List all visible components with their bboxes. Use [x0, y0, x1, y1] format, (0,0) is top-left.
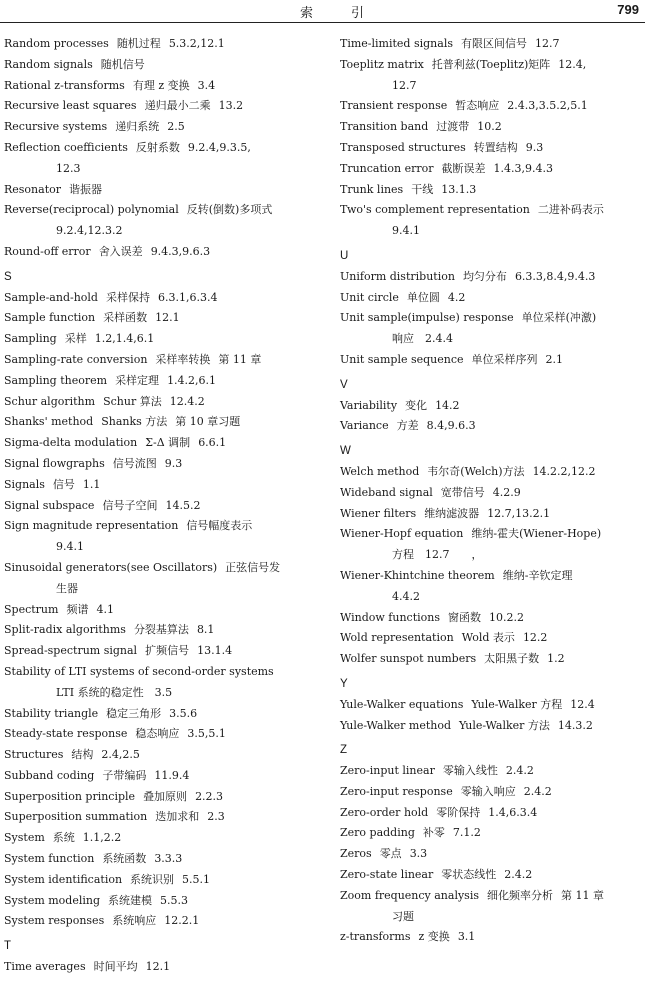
entry-section-refs: 9.4.3,9.6.3 [150, 244, 211, 258]
entry-section-refs: 9.3 [164, 456, 183, 470]
entry-chinese-term: 补零 [422, 826, 445, 840]
index-entry [340, 524, 642, 566]
entry-english-term: Signal subspace [4, 498, 95, 512]
entry-chinese-term: Shanks 方法 [101, 415, 168, 429]
index-entry [4, 662, 330, 704]
index-entry [340, 308, 642, 350]
index-entry [340, 628, 642, 649]
entry-english-term: Stability triangle [4, 706, 99, 720]
entry-english-term: Yule-Walker method [340, 718, 451, 732]
entry-english-term: Zero-input response [340, 784, 453, 798]
index-entry [340, 180, 642, 201]
entry-continuation: LTI 系统的稳定性 3.5 [56, 685, 173, 699]
entry-english-term: Wiener-Khintchine theorem [340, 568, 495, 582]
index-entry [4, 55, 330, 76]
entry-section-refs: 3.4 [197, 78, 216, 92]
index-entry [4, 957, 330, 978]
entry-english-term: Sampling-rate conversion [4, 352, 148, 366]
entry-continuation: 方程 12.7 ， [392, 548, 483, 562]
entry-english-term: Reflection coefficients [4, 140, 128, 154]
entry-english-term: Two's complement representation [340, 203, 530, 217]
entry-chinese-term: 韦尔奇(Welch)方法 [427, 464, 525, 478]
entry-chinese-term: 稳态响应 [135, 727, 180, 741]
entry-english-term: Sampling theorem [4, 373, 108, 387]
entry-chinese-term: 反转(倒数)多项式 [186, 203, 273, 217]
index-entry [340, 117, 642, 138]
index-entry [340, 159, 642, 180]
entry-chinese-term: 结构 [71, 748, 94, 762]
entry-continuation: 9.2.4,12.3.2 [56, 224, 123, 238]
entry-chinese-term: 窗函数 [447, 610, 481, 624]
entry-english-term: System modeling [4, 893, 101, 907]
entry-chinese-term: 变化 [405, 398, 428, 412]
index-entry [4, 516, 330, 558]
entry-chinese-term: 均匀分布 [462, 269, 507, 283]
entry-chinese-term: 过渡带 [436, 120, 470, 134]
entry-english-term: Transposed structures [340, 140, 466, 154]
entry-english-term: Transition band [340, 120, 429, 134]
entry-chinese-term: 信号幅度表示 [186, 519, 253, 533]
entry-section-refs: 2.4.2 [505, 764, 534, 778]
entry-chinese-term: 有限区间信号 [460, 37, 527, 50]
index-entry [4, 371, 330, 392]
entry-section-refs: 2.4.3,3.5.2,5.1 [507, 99, 588, 113]
entry-chinese-term: 采样率转换 [155, 352, 211, 366]
entry-english-term: Sigma-delta modulation [4, 436, 138, 450]
entry-section-refs: 2.3 [207, 810, 225, 824]
entry-section-refs: 4.2.9 [492, 485, 521, 499]
index-section-letter: U [340, 249, 349, 262]
entry-section-refs: 1.4,6.3.4 [488, 805, 538, 819]
entry-section-refs: 14.2.2,12.2 [532, 464, 596, 478]
entry-chinese-term: 系统 [52, 831, 75, 845]
entry-section-refs: 1.4.3,9.4.3 [493, 161, 554, 175]
index-entry [4, 117, 330, 138]
entry-section-refs: 14.5.2 [165, 498, 201, 512]
entry-section-refs: 第 11 章 [218, 352, 262, 366]
entry-section-refs: 1.1 [82, 477, 101, 491]
entry-chinese-term: 单位采样(冲激) [521, 311, 597, 325]
entry-english-term: Truncation error [340, 161, 434, 175]
entry-chinese-term: 零输入线性 [442, 764, 498, 778]
index-entry [4, 454, 330, 475]
entry-continuation: 响应 2.4.4 [392, 332, 453, 346]
entry-section-refs: 12.2.1 [164, 914, 200, 928]
index-entry [340, 823, 642, 844]
entry-chinese-term: 系统函数 [102, 852, 147, 866]
entry-section-refs: 第 10 章习题 [175, 415, 241, 429]
index-entry [340, 504, 642, 525]
index-entry [340, 267, 642, 288]
entry-chinese-term: 零阶保持 [436, 805, 481, 819]
entry-section-refs: 4.2 [447, 290, 466, 304]
entry-section-refs: 1.1,2.2 [82, 831, 122, 845]
entry-english-term: Steady-state response [4, 727, 128, 741]
entry-section-refs: 9.3 [525, 140, 544, 154]
index-section-letter: Y [340, 677, 348, 690]
entry-english-term: Unit sample sequence [340, 352, 464, 366]
entry-english-term: Shanks' method [4, 415, 94, 429]
entry-chinese-term: 零输入响应 [460, 784, 516, 798]
entry-section-refs: 6.6.1 [198, 436, 227, 450]
entry-section-refs: 12.7 [534, 37, 560, 50]
entry-english-term: System responses [4, 914, 105, 928]
index-entry [340, 34, 642, 55]
entry-section-refs: 13.1.4 [197, 644, 233, 658]
entry-english-term: Wolfer sunspot numbers [340, 652, 477, 666]
entry-english-term: System identification [4, 872, 123, 886]
entry-chinese-term: 递归系统 [115, 120, 160, 134]
entry-section-refs: 14.3.2 [557, 718, 593, 732]
entry-chinese-term: 随机信号 [100, 57, 145, 71]
entry-section-refs: 5.3.2,12.1 [168, 37, 225, 50]
entry-english-term: Signals [4, 477, 45, 491]
entry-chinese-term: 系统响应 [112, 914, 157, 928]
index-entry [4, 350, 330, 371]
entry-chinese-term: 谐振器 [69, 182, 103, 196]
entry-english-term: Welch method [340, 464, 420, 478]
entry-english-term: Unit sample(impulse) response [340, 311, 514, 325]
index-entry [4, 641, 330, 662]
entry-english-term: Round-off error [4, 244, 91, 258]
index-entry [4, 242, 330, 263]
entry-english-term: Trunk lines [340, 182, 404, 196]
entry-section-refs: 第 11 章 [561, 888, 604, 902]
entry-english-term: Yule-Walker equations [340, 697, 464, 711]
entry-chinese-term: 干线 [411, 182, 434, 196]
entry-section-refs: 5.5.3 [160, 893, 189, 907]
entry-section-refs: 12.7,13.2.1 [487, 506, 551, 520]
entry-chinese-term: 托普利兹(Toeplitz)矩阵 [431, 57, 551, 71]
entry-section-refs: 3.3.3 [154, 852, 183, 866]
entry-chinese-term: 子带编码 [102, 768, 147, 782]
entry-english-term: System [4, 831, 45, 845]
index-entry [340, 462, 642, 483]
entry-chinese-term: 零点 [379, 847, 402, 861]
entry-chinese-term: Yule-Walker 方法 [459, 718, 550, 732]
entry-chinese-term: 暂态响应 [455, 99, 500, 113]
entry-english-term: Schur algorithm [4, 394, 96, 408]
entry-english-term: Zoom frequency analysis [340, 888, 479, 902]
entry-section-refs: 8.4,9.6.3 [426, 419, 476, 433]
entry-chinese-term: 系统建模 [108, 893, 153, 907]
entry-section-refs: 13.1.3 [441, 182, 477, 196]
index-entry [4, 475, 330, 496]
entry-section-refs: 6.3.3,8.4,9.4.3 [514, 269, 596, 283]
index-entry [4, 288, 330, 309]
entry-chinese-term: 宽带信号 [440, 485, 485, 499]
entry-chinese-term: 方差 [396, 419, 419, 433]
entry-english-term: Zero-state linear [340, 868, 434, 882]
entry-chinese-term: 转置结构 [473, 140, 518, 154]
index-entry [4, 433, 330, 454]
entry-section-refs: 8.1 [196, 623, 215, 637]
entry-english-term: Wideband signal [340, 485, 433, 499]
entry-english-term: Variability [340, 398, 398, 412]
index-entry [340, 844, 642, 865]
entry-chinese-term: 二进补码表示 [537, 203, 604, 217]
entry-section-refs: 14.2 [435, 398, 460, 412]
entry-chinese-term: 反射系数 [135, 140, 180, 154]
entry-chinese-term: 频谱 [66, 602, 89, 616]
entry-continuation: 12.7 [392, 78, 417, 92]
entry-chinese-term: 迭加求和 [155, 810, 200, 824]
entry-english-term: Recursive least squares [4, 99, 137, 113]
entry-continuation: 12.3 [56, 161, 81, 175]
index-section-letter: T [4, 940, 12, 953]
entry-chinese-term: 细化频率分析 [487, 888, 553, 902]
entry-section-refs: 2.1 [545, 352, 564, 366]
entry-section-refs: 2.4.2 [523, 784, 552, 798]
entry-english-term: z-transforms [340, 930, 411, 944]
entry-english-term: Toeplitz matrix [340, 57, 424, 71]
index-entry [340, 649, 642, 670]
index-entry [4, 620, 330, 641]
index-entry [4, 870, 330, 891]
index-entry [4, 200, 330, 242]
entry-section-refs: 3.5.6 [169, 706, 198, 720]
index-section-letter: Z [340, 744, 348, 757]
header-title: 索引 [300, 6, 403, 21]
entry-english-term: Random signals [4, 57, 93, 71]
entry-continuation: 9.4.1 [56, 540, 84, 554]
entry-section-refs: 5.5.1 [182, 872, 211, 886]
index-entry [4, 787, 330, 808]
page-header [0, 0, 645, 23]
index-entry [340, 865, 642, 886]
index-entry [340, 927, 642, 948]
index-entry [340, 566, 642, 608]
index-entry [340, 396, 642, 417]
index-entry [340, 782, 642, 803]
entry-chinese-term: 时间平均 [93, 960, 138, 974]
index-entry [4, 76, 330, 97]
entry-english-term: Time-limited signals [340, 37, 453, 50]
index-entry [4, 849, 330, 870]
entry-chinese-term: 太阳黑子数 [484, 652, 540, 666]
index-column-left [4, 34, 330, 978]
entry-chinese-term: 随机过程 [116, 37, 161, 50]
index-entry [340, 416, 642, 437]
entry-english-term: Zero-order hold [340, 805, 429, 819]
index-entry [340, 483, 642, 504]
entry-english-term: Spread-spectrum signal [4, 644, 138, 658]
entry-section-refs: 6.3.1,6.3.4 [157, 290, 218, 304]
entry-chinese-term: 信号子空间 [102, 498, 158, 512]
entry-english-term: Recursive systems [4, 120, 108, 134]
index-entry [340, 55, 642, 97]
entry-continuation: 9.4.1 [392, 224, 420, 238]
entry-english-term: Transient response [340, 99, 448, 113]
entry-section-refs: 13.2 [218, 99, 244, 113]
entry-section-refs: 4.1 [96, 602, 114, 616]
entry-english-term: Signal flowgraphs [4, 456, 105, 470]
index-entry [4, 412, 330, 433]
index-section-letter: S [4, 270, 12, 283]
entry-english-term: Split-radix algorithms [4, 623, 126, 637]
entry-section-refs: 2.4.2 [504, 868, 533, 882]
entry-english-term: Sinusoidal generators(see Oscillators) [4, 560, 218, 574]
entry-chinese-term: 有理 z 变换 [132, 78, 190, 92]
entry-section-refs: 12.4 [570, 697, 595, 711]
index-entry [4, 911, 330, 932]
index-section-letter: W [340, 445, 351, 458]
entry-chinese-term: 叠加原则 [143, 789, 188, 803]
entry-section-refs: 12.2 [522, 631, 548, 645]
entry-chinese-term: 维纳-辛钦定理 [502, 568, 573, 582]
entry-english-term: Unit circle [340, 290, 399, 304]
index-section-letter: V [340, 378, 348, 391]
index-column-right [340, 34, 642, 948]
index-entry [4, 308, 330, 329]
index-entry [4, 766, 330, 787]
index-entry [340, 695, 642, 716]
entry-section-refs: 7.1.2 [452, 826, 481, 840]
index-entry [4, 496, 330, 517]
index-entry [340, 608, 642, 629]
index-entry [4, 745, 330, 766]
entry-section-refs: 12.1 [155, 311, 180, 325]
entry-chinese-term: 采样函数 [103, 311, 148, 325]
entry-section-refs: 1.4.2,6.1 [167, 373, 217, 387]
entry-english-term: Stability of LTI systems of second-order systems [4, 664, 274, 678]
entry-chinese-term: Schur 算法 [103, 394, 162, 408]
entry-chinese-term: 正弦信号发 [225, 560, 281, 574]
entry-section-refs: 12.4.2 [169, 394, 205, 408]
entry-continuation: 生器 [56, 581, 78, 595]
index-entry [4, 34, 330, 55]
entry-english-term: Reverse(reciprocal) polynomial [4, 203, 179, 217]
entry-section-refs: 11.9.4 [154, 768, 190, 782]
entry-chinese-term: 舍入误差 [98, 244, 143, 258]
entry-english-term: System function [4, 852, 95, 866]
index-entry [4, 392, 330, 413]
index-entry [4, 891, 330, 912]
entry-section-refs: 10.2 [477, 120, 502, 134]
entry-english-term: Window functions [340, 610, 440, 624]
entry-english-term: Structures [4, 748, 64, 762]
entry-chinese-term: 系统识别 [130, 872, 175, 886]
index-entry [340, 200, 642, 242]
entry-chinese-term: 截断误差 [441, 161, 486, 175]
entry-section-refs: 2.2.3 [195, 789, 224, 803]
index-entry [4, 138, 330, 180]
entry-chinese-term: 采样 [64, 332, 87, 346]
entry-english-term: Random processes [4, 37, 109, 50]
entry-english-term: Zero-input linear [340, 764, 435, 778]
entry-chinese-term: 递归最小二乘 [144, 99, 211, 113]
entry-section-refs: 2.5 [167, 120, 185, 134]
entry-english-term: Spectrum [4, 602, 59, 616]
index-entry [4, 329, 330, 350]
index-entry [340, 96, 642, 117]
entry-section-refs: 9.2.4,9.3.5, [187, 140, 251, 154]
entry-english-term: Sign magnitude representation [4, 519, 179, 533]
entry-section-refs: 12.1 [145, 960, 171, 974]
entry-chinese-term: 信号流图 [112, 456, 157, 470]
entry-section-refs: 10.2.2 [488, 610, 524, 624]
entry-english-term: Wiener filters [340, 506, 417, 520]
index-entry [340, 288, 642, 309]
entry-chinese-term: 采样保持 [105, 290, 150, 304]
entry-continuation: 4.4.2 [392, 589, 420, 603]
entry-section-refs: 3.3 [409, 847, 428, 861]
index-entry [340, 761, 642, 782]
entry-english-term: Wiener-Hopf equation [340, 527, 464, 541]
entry-section-refs: 1.2 [547, 652, 565, 666]
index-entry [340, 350, 642, 371]
entry-continuation: 习题 [392, 909, 414, 923]
entry-english-term: Sampling [4, 332, 57, 346]
entry-english-term: Superposition summation [4, 810, 148, 824]
index-entry [340, 803, 642, 824]
entry-chinese-term: Yule-Walker 方程 [471, 697, 563, 711]
entry-english-term: Zeros [340, 847, 372, 861]
entry-english-term: Rational z-transforms [4, 78, 125, 92]
entry-section-refs: 2.4,2.5 [101, 748, 140, 762]
page-number: 799 [617, 2, 639, 17]
entry-english-term: Sample-and-hold [4, 290, 98, 304]
entry-section-refs: 3.1 [457, 930, 476, 944]
entry-chinese-term: z 变换 [418, 930, 450, 944]
entry-chinese-term: 单位采样序列 [471, 352, 538, 366]
entry-section-refs: 3.5,5.1 [187, 727, 226, 741]
entry-chinese-term: 单位圆 [406, 290, 440, 304]
entry-english-term: Resonator [4, 182, 62, 196]
entry-section-refs: 12.4, [558, 57, 587, 71]
index-entry [4, 180, 330, 201]
index-entry [4, 704, 330, 725]
entry-chinese-term: 维纳-霍夫(Wiener-Hope) [471, 527, 602, 541]
index-entry [4, 558, 330, 600]
entry-chinese-term: Σ-Δ 调制 [145, 436, 191, 450]
index-entry [4, 600, 330, 621]
entry-chinese-term: 零状态线性 [441, 868, 497, 882]
entry-chinese-term: 扩频信号 [145, 644, 190, 658]
entry-english-term: Uniform distribution [340, 269, 455, 283]
index-entry [4, 96, 330, 117]
entry-english-term: Superposition principle [4, 789, 136, 803]
entry-english-term: Time averages [4, 960, 86, 974]
entry-chinese-term: Wold 表示 [461, 631, 515, 645]
index-entry [4, 807, 330, 828]
entry-chinese-term: 分裂基算法 [133, 623, 189, 637]
entry-chinese-term: 采样定理 [115, 373, 160, 387]
entry-english-term: Variance [340, 419, 389, 433]
index-entry [4, 724, 330, 745]
entry-english-term: Subband coding [4, 768, 95, 782]
index-entry [4, 828, 330, 849]
entry-chinese-term: 维纳滤波器 [424, 506, 480, 520]
entry-chinese-term: 稳定三角形 [106, 706, 162, 720]
index-entry [340, 886, 642, 928]
entry-chinese-term: 信号 [52, 477, 75, 491]
entry-english-term: Wold representation [340, 631, 454, 645]
index-entry [340, 716, 642, 737]
entry-english-term: Sample function [4, 311, 96, 325]
entry-english-term: Zero padding [340, 826, 415, 840]
entry-section-refs: 1.2,1.4,6.1 [94, 332, 155, 346]
index-entry [340, 138, 642, 159]
